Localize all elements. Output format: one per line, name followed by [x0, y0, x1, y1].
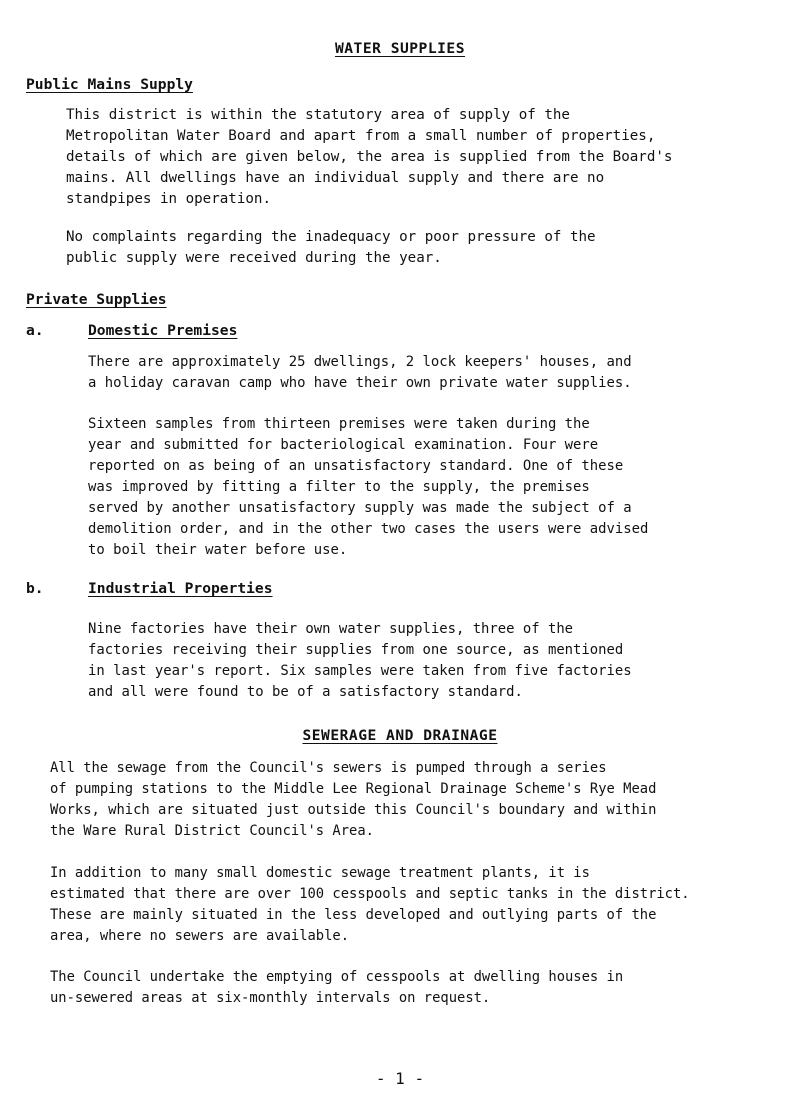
heading-private-supplies: Private Supplies [26, 291, 167, 308]
paragraph-sewerage-1: All the sewage from the Council's sewers is pumped through a series of pumping stations to the Middle Lee Regional Drainage Scheme's Rye Mead Works, which are situated just outside this Council's boundary and within the Ware Rural District Council's Area. [50, 760, 657, 839]
heading-sewerage-drainage: SEWERAGE AND DRAINAGE [302, 727, 498, 744]
paragraph-sewerage-2: In addition to many small domestic sewage treatment plants, it is estimated that there are over 100 cesspools and septic tanks in the district. These are mainly situated in the less developed and outlying parts of the area, where no sewers are available. [50, 865, 690, 944]
paragraph-sewerage-3: The Council undertake the emptying of cesspools at dwelling houses in un-sewered areas at six-monthly intervals on request. [50, 969, 624, 1006]
paragraph-domestic-1: There are approximately 25 dwellings, 2 lock keepers' houses, and a holiday caravan camp who have their own private water supplies. [88, 354, 632, 391]
paragraph-public-mains-1: This district is within the statutory area of supply of the Metropolitan Water Board and apart from a small number of properties, details of which are given below, the area is supplied from the Board's mains. All dwellings have an individual supply and there are no standpipes in operation. [66, 107, 673, 207]
paragraph-public-mains-2: No complaints regarding the inadequacy or poor pressure of the public supply were received during the year. [66, 229, 596, 266]
marker-a: a. [26, 322, 44, 339]
heading-domestic-premises: Domestic Premises [88, 322, 238, 339]
page-number: - 1 - [375, 1069, 425, 1088]
paragraph-industrial-1: Nine factories have their own water supplies, three of the factories receiving their supplies from one source, as mentioned in last year's report. Six samples were taken from five factories and all were found to be of a satisfactory standard. [88, 621, 632, 700]
paragraph-domestic-2: Sixteen samples from thirteen premises were taken during the year and submitted for bacteriological examination. Four were reported on as being of an unsatisfactory standard. One of these was improved by fitting a filter to the supply, the premises served by another unsatisfactory supply was made the subject of a demolition order, and in the other two cases the users were advised to boil their water before use. [88, 416, 649, 558]
heading-industrial-properties: Industrial Properties [88, 580, 273, 597]
heading-public-mains-supply: Public Mains Supply [26, 76, 193, 93]
marker-b: b. [26, 580, 44, 597]
page-title: WATER SUPPLIES [334, 40, 465, 57]
